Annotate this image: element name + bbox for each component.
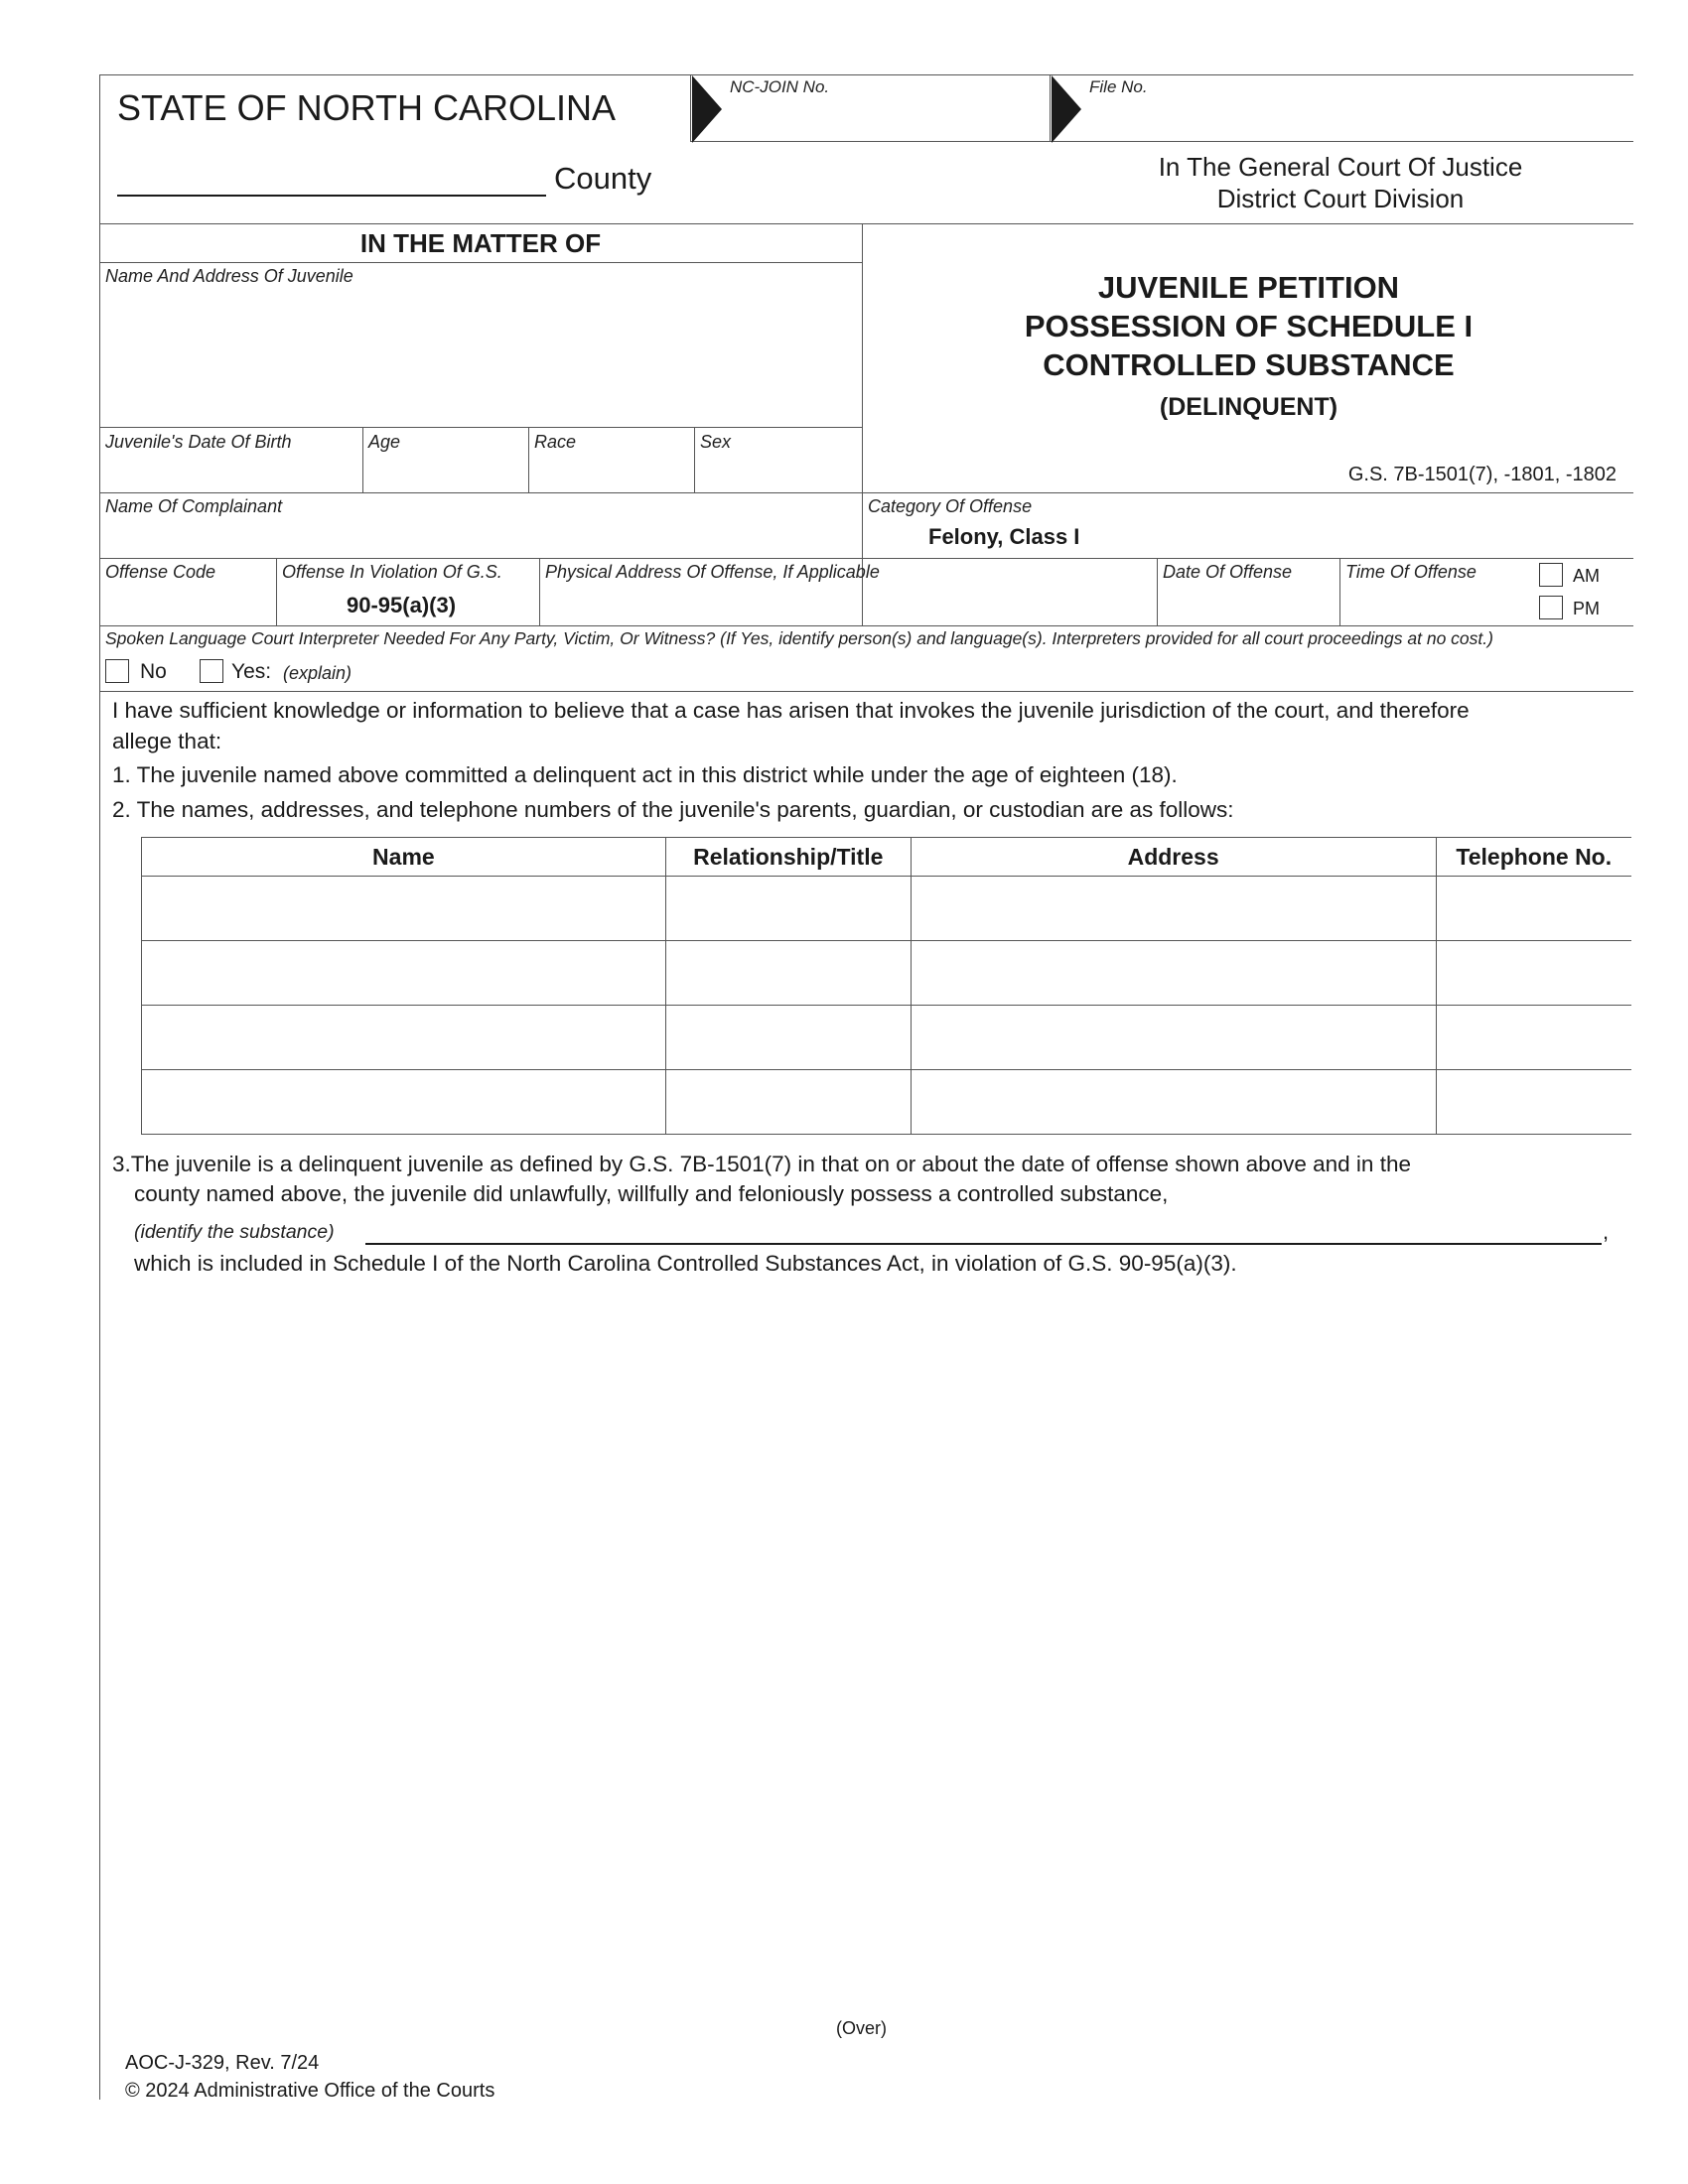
allegation-3-line-1: 3.The juvenile is a delinquent juvenile as defined by G.S. 7B-1501(7) in that on or about the date of offense shown above and in the (112, 1152, 1411, 1176)
parent-relationship-cell[interactable] (665, 877, 911, 941)
name-address-label: Name And Address Of Juvenile (105, 266, 353, 286)
complainant-label: Name Of Complainant (105, 496, 283, 516)
dob-row-top (99, 427, 862, 428)
table-row (142, 877, 1632, 941)
parent-name-cell[interactable] (142, 1070, 666, 1135)
copyright: © 2024 Administrative Office of the Courts (125, 2080, 495, 2102)
parent-address-cell[interactable] (911, 1070, 1436, 1135)
offense-divider-3 (1157, 558, 1158, 625)
offense-date-field[interactable] (1163, 588, 1332, 621)
dob-field[interactable] (105, 457, 353, 488)
substance-comma: , (1603, 1219, 1610, 1244)
allegation-2: 2. The names, addresses, and telephone numbers of the juvenile's parents, guardian, or custodian are as follows: (112, 797, 1234, 822)
column-header-address: Address (911, 838, 1436, 877)
offense-time-field[interactable] (1345, 588, 1524, 621)
violation-value: 90-95(a)(3) (347, 593, 457, 617)
nc-join-arrow-icon (692, 75, 722, 143)
sex-label: Sex (700, 432, 732, 452)
race-field[interactable] (534, 457, 688, 488)
court-line-2: District Court Division (1216, 184, 1465, 213)
file-divider (1050, 74, 1051, 141)
allegation-3-line-2: county named above, the juvenile did unlawfully, willfully and feloniously possess a controlled substance, (134, 1181, 1169, 1206)
parent-address-cell[interactable] (911, 877, 1436, 941)
parent-name-cell[interactable] (142, 877, 666, 941)
table-row (142, 1070, 1632, 1135)
intro-line-2: allege that: (112, 729, 222, 753)
interpreter-no-checkbox[interactable] (105, 659, 129, 683)
join-divider (690, 74, 691, 141)
complainant-row-top (99, 492, 1633, 493)
matter-heading: IN THE MATTER OF (359, 228, 602, 258)
county-field[interactable] (117, 157, 546, 197)
court-name (1053, 151, 1628, 214)
allegations-top (99, 691, 1633, 692)
parents-table (141, 837, 1631, 1135)
offense-code-label: Offense Code (105, 562, 216, 582)
offense-divider-1 (276, 558, 277, 625)
intro-line-1: I have sufficient knowledge or information to believe that a case has arisen that invokes the juvenile jurisdiction of the court, and therefore (112, 698, 1470, 723)
parent-name-cell[interactable] (142, 941, 666, 1006)
parent-name-cell[interactable] (142, 1006, 666, 1070)
offense-address-field[interactable] (545, 588, 1149, 621)
title-line-3: CONTROLLED SUBSTANCE (1043, 347, 1455, 382)
form-footer (125, 2049, 494, 2105)
statute-reference: G.S. 7B-1501(7), -1801, -1802 (1347, 464, 1617, 485)
offense-code-field[interactable] (105, 588, 269, 621)
matter-heading-rule (99, 262, 862, 263)
substance-field[interactable] (365, 1213, 1602, 1245)
category-label: Category Of Offense (868, 496, 1033, 516)
file-no-arrow-icon (1052, 75, 1081, 143)
offense-time-label: Time Of Offense (1345, 562, 1477, 582)
table-row (142, 941, 1632, 1006)
offense-divider-4 (1339, 558, 1340, 625)
violation-label: Offense In Violation Of G.S. (282, 562, 502, 582)
allegation-3-line-4: which is included in Schedule I of the North Carolina Controlled Substances Act, in violation of G.S. 90-95(a)(3). (134, 1251, 1237, 1276)
offense-address-label: Physical Address Of Offense, If Applicable (545, 562, 880, 582)
interpreter-row-top (99, 625, 1633, 626)
name-address-field[interactable] (105, 290, 855, 423)
left-border (99, 74, 100, 2100)
dob-label: Juvenile's Date Of Birth (105, 432, 292, 452)
form-id: AOC-J-329, Rev. 7/24 (125, 2052, 320, 2074)
header-divider (690, 141, 1633, 142)
interpreter-no-label: No (140, 660, 167, 683)
title-line-4: (DELINQUENT) (1159, 393, 1338, 421)
title-line-1: JUVENILE PETITION (1097, 270, 1400, 305)
offense-row-top (99, 558, 1633, 559)
allegation-1: 1. The juvenile named above committed a delinquent act in this district while under the age of eighteen (18). (112, 762, 1178, 787)
parent-address-cell[interactable] (911, 1006, 1436, 1070)
interpreter-yes-label: Yes: (231, 660, 272, 683)
form-title (864, 268, 1633, 427)
am-checkbox[interactable] (1539, 563, 1563, 587)
state-title: STATE OF NORTH CAROLINA (117, 87, 617, 128)
parent-relationship-cell[interactable] (665, 1070, 911, 1135)
court-line-1: In The General Court Of Justice (1158, 152, 1523, 182)
category-value: Felony, Class I (928, 524, 1080, 549)
interpreter-yes-checkbox[interactable] (200, 659, 223, 683)
age-label: Age (368, 432, 401, 452)
identify-substance-label: (identify the substance) (134, 1221, 335, 1243)
file-no-field[interactable] (1089, 99, 1625, 137)
age-field[interactable] (368, 457, 522, 488)
dob-divider-1 (362, 427, 363, 492)
interpreter-explain-label: (explain) (283, 663, 352, 683)
parent-relationship-cell[interactable] (665, 1006, 911, 1070)
pm-label: PM (1573, 599, 1600, 618)
column-header-name: Name (142, 838, 666, 877)
dob-divider-3 (694, 427, 695, 492)
column-header-telephone: Telephone No. (1436, 838, 1631, 877)
parent-telephone-cell[interactable] (1436, 1070, 1631, 1135)
dob-divider-2 (528, 427, 529, 492)
interpreter-explain-field[interactable] (367, 659, 1628, 687)
pm-checkbox[interactable] (1539, 596, 1563, 619)
county-label: County (554, 161, 652, 196)
race-label: Race (534, 432, 577, 452)
file-no-label: File No. (1089, 77, 1148, 96)
parents-table-header (142, 838, 1632, 877)
column-header-relationship: Relationship/Title (665, 838, 911, 877)
nc-join-field[interactable] (730, 99, 1038, 137)
nc-join-label: NC-JOIN No. (730, 77, 830, 96)
section-divider (99, 223, 1633, 224)
complainant-field[interactable] (105, 520, 855, 552)
interpreter-question: Spoken Language Court Interpreter Needed For Any Party, Victim, Or Witness? (If Yes, identify person(s) and language(s). Interpreters provided for all court proceedings at no cost.) (105, 628, 1493, 648)
parent-telephone-cell[interactable] (1436, 877, 1631, 941)
table-row (142, 1006, 1632, 1070)
top-border (99, 74, 1633, 75)
am-label: AM (1573, 566, 1600, 586)
over-indicator: (Over) (836, 2018, 887, 2038)
parent-relationship-cell[interactable] (665, 941, 911, 1006)
offense-date-label: Date Of Offense (1163, 562, 1293, 582)
title-line-2: POSSESSION OF SCHEDULE I (1024, 309, 1474, 343)
parent-telephone-cell[interactable] (1436, 1006, 1631, 1070)
sex-field[interactable] (700, 457, 854, 488)
parent-address-cell[interactable] (911, 941, 1436, 1006)
parent-telephone-cell[interactable] (1436, 941, 1631, 1006)
offense-divider-2 (539, 558, 540, 625)
